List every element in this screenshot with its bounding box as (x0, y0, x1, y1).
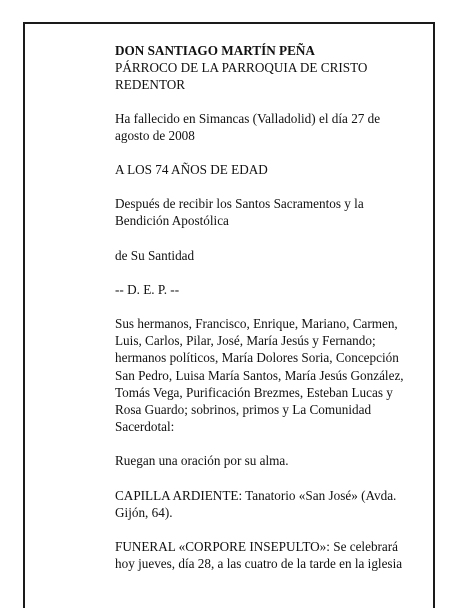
chapel-info: CAPILLA ARDIENTE: Tanatorio «San José» (Avda. Gijón, 64). (115, 487, 397, 520)
obituary-text (115, 42, 417, 589)
obituary-header (115, 42, 417, 94)
family-list: Sus hermanos, Francisco, Enrique, Mariano, Carmen, Luis, Carlos, Pilar, José, María Jesús y Fernando; hermanos políticos, María Dolores Soria, Concepción San Pedro, Luisa María Santos, María Jesús González, Tomás Vega, Purificación Brezmes, Esteban Lucas y Rosa Guardo; sobrinos, primos y La Comunidad Sacerdotal: (115, 316, 404, 435)
holiness-line: de Su Santidad (115, 247, 195, 263)
age-line: A LOS 74 AÑOS DE EDAD (115, 162, 268, 178)
prayer-request: Ruegan una oración por su alma. (115, 453, 289, 469)
rip-line: -- D. E. P. -- (115, 281, 180, 297)
sacraments-line: Después de recibir los Santos Sacramentos y la Bendición Apostólica (115, 196, 364, 229)
deceased-name: DON SANTIAGO MARTÍN PEÑA (115, 43, 315, 58)
funeral-info: FUNERAL «CORPORE INSEPULTO»: Se celebrará hoy jueves, día 28, a las cuatro de la tarde en la iglesia (115, 539, 403, 572)
obituary-notice-frame (23, 22, 435, 608)
deceased-role: PÁRROCO DE LA PARROQUIA DE CRISTO REDENTOR (115, 60, 368, 93)
death-announcement: Ha fallecido en Simancas (Valladolid) el día 27 de agosto de 2008 (115, 110, 381, 143)
